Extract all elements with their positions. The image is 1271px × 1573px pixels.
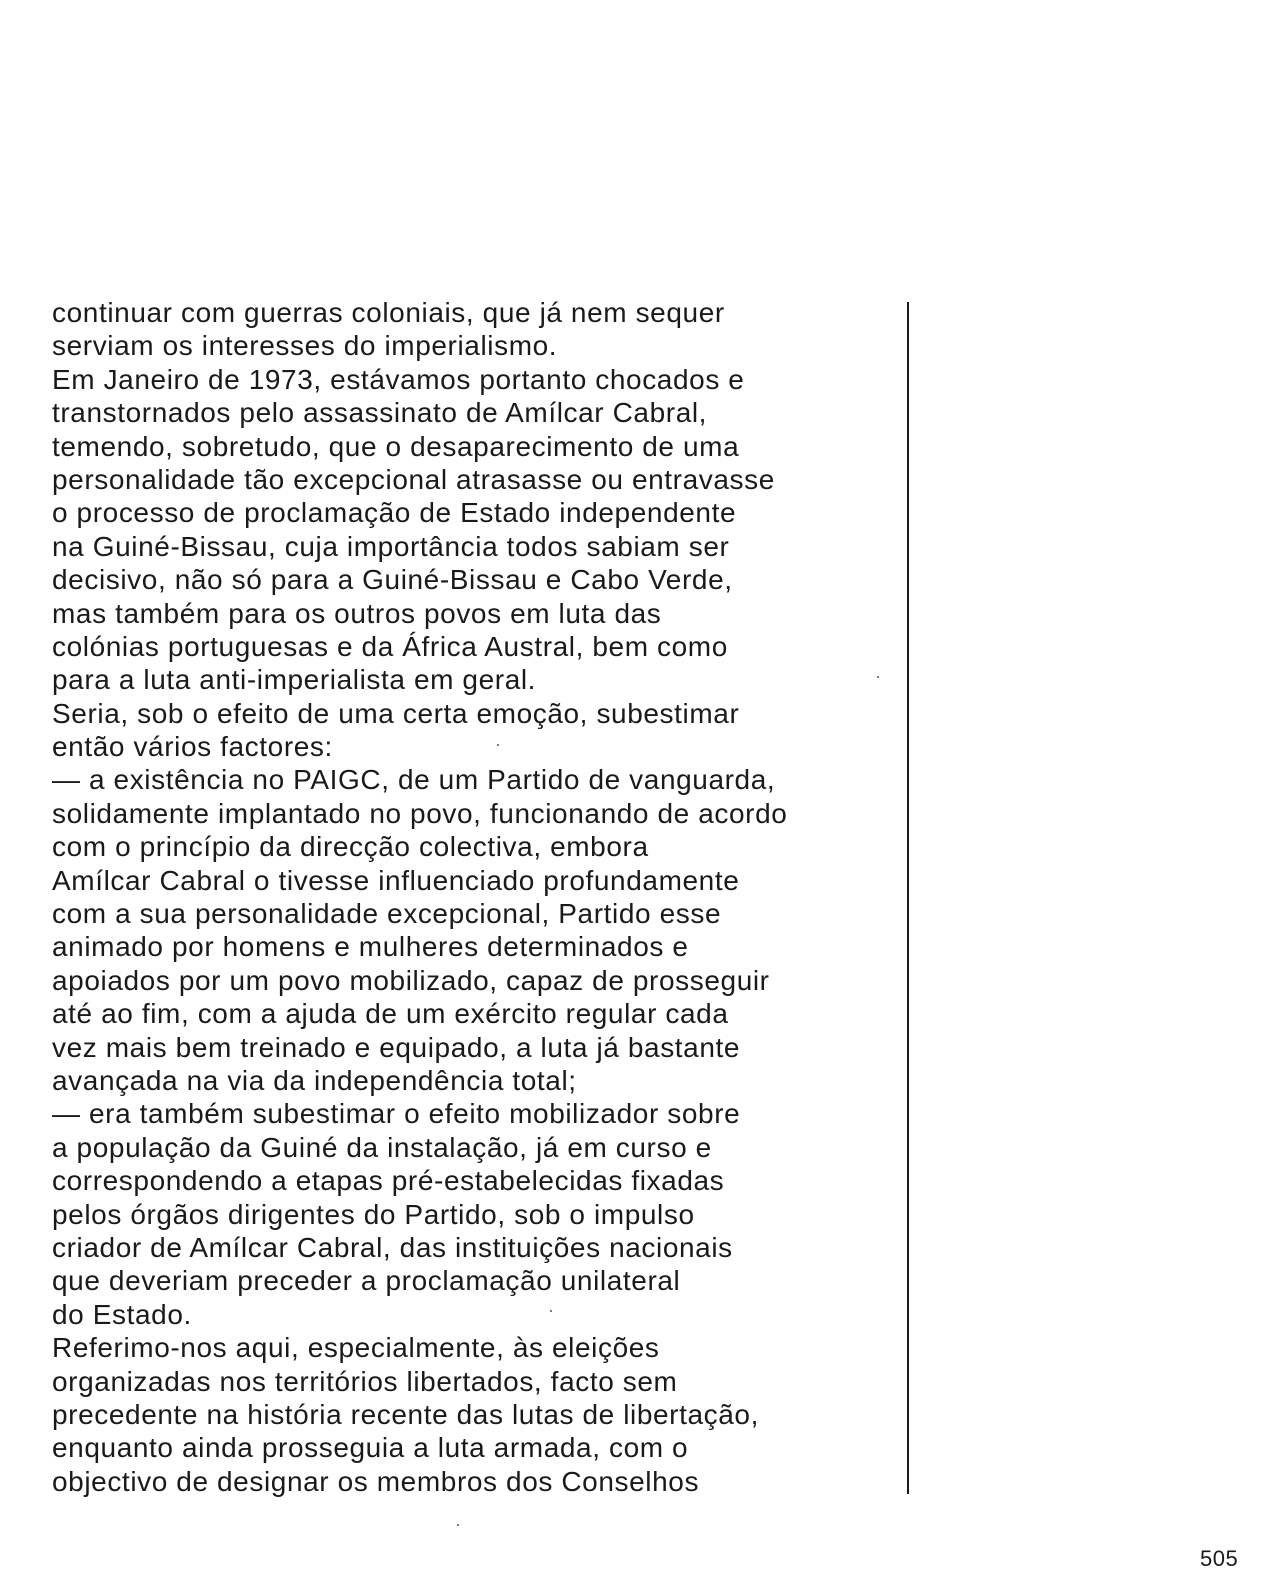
text-line: o processo de proclamação de Estado independente <box>52 497 737 529</box>
text-line: objectivo de designar os membros dos Conselhos <box>52 1465 700 1497</box>
text-line: mas também para os outros povos em luta das <box>52 597 662 629</box>
text-line: precedente na história recente das lutas de libertação, <box>52 1398 759 1430</box>
text-line: com o princípio da direcção colectiva, embora <box>52 831 649 863</box>
scan-speck <box>457 1524 459 1526</box>
text-line: — era também subestimar o efeito mobilizador sobre <box>52 1098 741 1130</box>
text-line: avançada na via da independência total; <box>52 1064 577 1096</box>
text-line: decisivo, não só para a Guiné-Bissau e Cabo Verde, <box>52 564 733 596</box>
text-line: — a existência no PAIGC, de um Partido de vanguarda, <box>52 764 776 796</box>
scan-speck <box>550 1310 552 1312</box>
text-line: a população da Guiné da instalação, já em curso e <box>52 1131 712 1163</box>
text-line: enquanto ainda prosseguia a luta armada, com o <box>52 1432 689 1464</box>
text-line: correspondendo a etapas pré-estabelecidas fixadas <box>52 1165 725 1197</box>
text-line: para a luta anti-imperialista em geral. <box>52 664 537 696</box>
text-line: criador de Amílcar Cabral, das instituições nacionais <box>52 1231 733 1263</box>
scan-speck <box>497 744 499 746</box>
text-line: então vários factores: <box>52 731 333 763</box>
text-line: continuar com guerras coloniais, que já nem sequer <box>52 297 725 328</box>
text-line: com a sua personalidade excepcional, Partido esse <box>52 898 722 930</box>
text-line: Em Janeiro de 1973, estávamos portanto chocados e <box>52 363 745 395</box>
text-line: Amílcar Cabral o tivesse influenciado profundamente <box>52 864 740 896</box>
text-line: personalidade tão excepcional atrasasse ou entravasse <box>52 463 775 495</box>
text-line: Seria, sob o efeito de uma certa emoção, subestimar <box>52 697 740 729</box>
text-line: organizadas nos territórios libertados, facto sem <box>52 1365 678 1397</box>
scan-speck <box>877 676 879 678</box>
text-line: animado por homens e mulheres determinados e <box>52 931 689 963</box>
text-line: na Guiné-Bissau, cuja importância todos sabiam ser <box>52 530 730 562</box>
text-line: temendo, sobretudo, que o desaparecimento de uma <box>52 430 740 462</box>
text-line: vez mais bem treinado e equipado, a luta já bastante <box>52 1031 741 1063</box>
text-line: do Estado. <box>52 1298 192 1330</box>
text-line: colónias portuguesas e da África Austral, bem como <box>52 630 728 662</box>
text-line: solidamente implantado no povo, funcionando de acordo <box>52 797 788 829</box>
page-number: 505 <box>1200 1546 1239 1571</box>
text-line: que deveriam preceder a proclamação unilateral <box>52 1265 681 1297</box>
text-line: pelos órgãos dirigentes do Partido, sob o impulso <box>52 1198 695 1230</box>
text-line: serviam os interesses do imperialismo. <box>52 330 558 362</box>
text-line: apoiados por um povo mobilizado, capaz de prosseguir <box>52 964 770 996</box>
text-line: transtornados pelo assassinato de Amílcar Cabral, <box>52 397 708 429</box>
text-line: até ao fim, com a ajuda de um exército regular cada <box>52 998 729 1030</box>
body-text <box>52 296 902 1498</box>
text-line: Referimo-nos aqui, especialmente, às eleições <box>52 1332 660 1364</box>
margin-rule <box>907 302 909 1494</box>
